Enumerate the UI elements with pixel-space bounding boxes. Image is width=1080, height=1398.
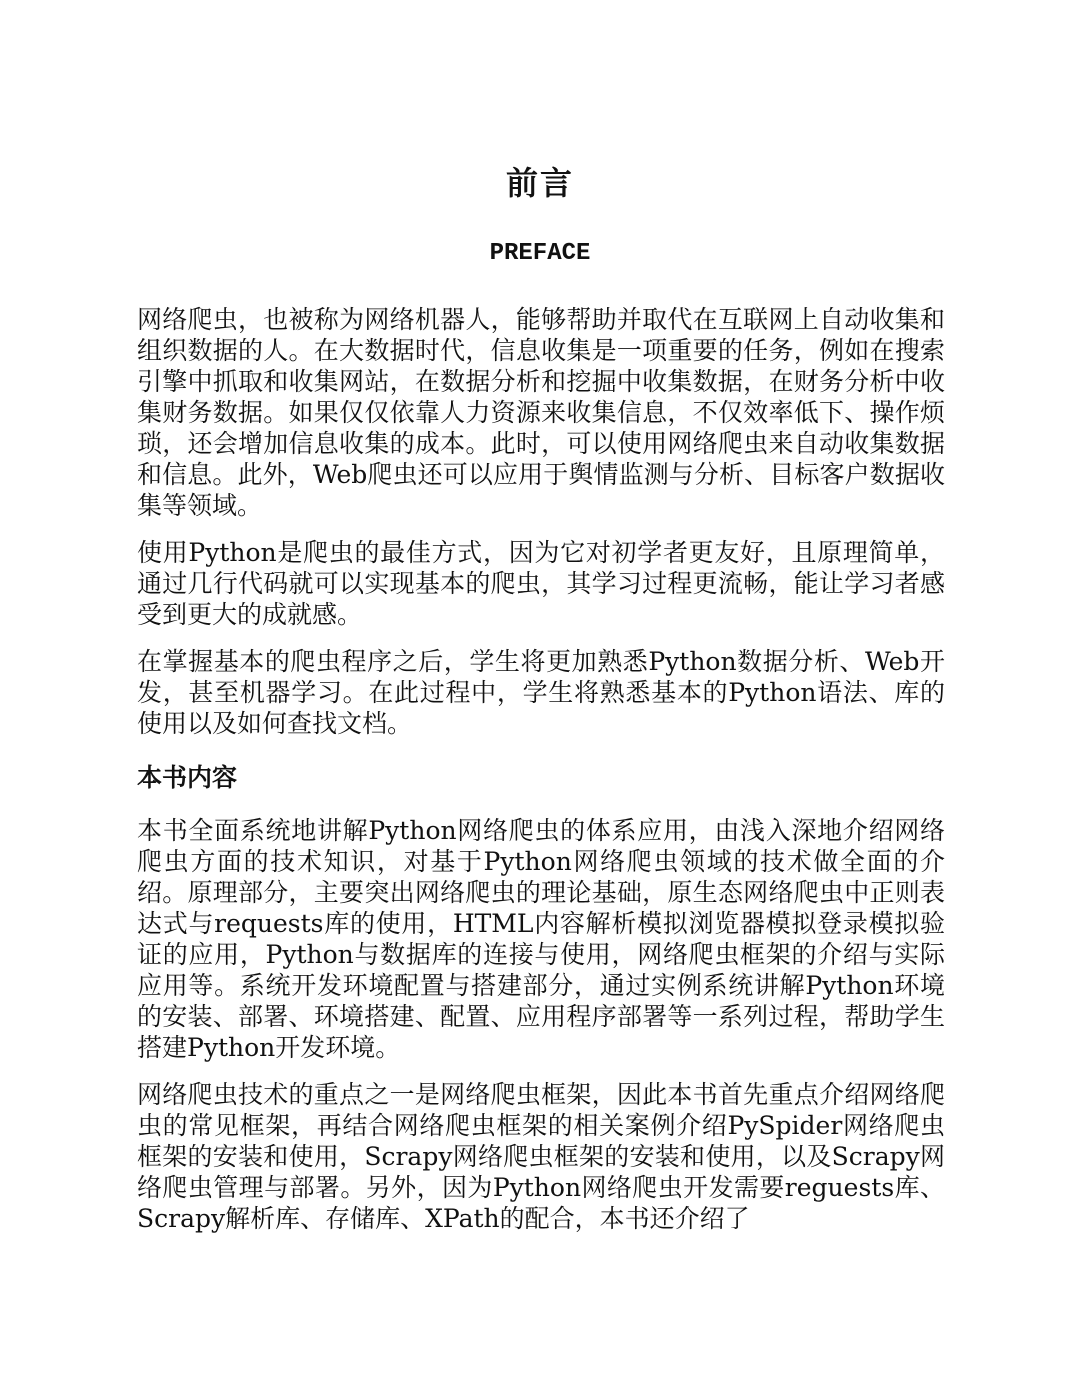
paragraph-section-2: 网络爬虫技术的重点之一是网络爬虫框架，因此本书首先重点介绍网络爬虫的常见框架，再结合网络爬虫框架的相关案例介绍PySpider网络爬虫框架的安装和使用，Scrapy网络爬虫框架的安装和使用，以及Scrapy网络爬虫管理与部署。另外，因为Python网络爬虫开发需要reguests库、Scrapy解析库、存储库、XPath的配合，本书还介绍了: [137, 1080, 945, 1233]
paragraph-intro-3: 在掌握基本的爬虫程序之后，学生将更加熟悉Python数据分析、Web开发，甚至机器学习。在此过程中，学生将熟悉基本的Python语法、库的使用以及如何查找文档。: [137, 647, 945, 738]
page-subtitle: PREFACE: [489, 240, 591, 267]
section-heading: 本书内容: [137, 763, 238, 792]
page-title: 前言: [505, 164, 574, 202]
paragraph-section-1: 本书全面系统地讲解Python网络爬虫的体系应用，由浅入深地介绍网络爬虫方面的技术知识，对基于Python网络爬虫领域的技术做全面的介绍。原理部分，主要突出网络爬虫的理论基础，原生态网络爬虫中正则表达式与requests库的使用，HTML内容解析模拟浏览器模拟登录模拟验证的应用，Python与数据库的连接与使用，网络爬虫框架的介绍与实际应用等。系统开发环境配置与搭建部分，通过实例系统讲解Python环境的安装、部署、环境搭建、配置、应用程序部署等一系列过程，帮助学生搭建Python开发环境。: [137, 816, 945, 1062]
paragraph-intro-2: 使用Python是爬虫的最佳方式，因为它对初学者更友好，且原理简单，通过几行代码就可以实现基本的爬虫，其学习过程更流畅，能让学习者感受到更大的成就感。: [137, 538, 945, 629]
paragraph-intro-1: 网络爬虫，也被称为网络机器人，能够帮助并取代在互联网上自动收集和组织数据的人。在大数据时代，信息收集是一项重要的任务，例如在搜索引擎中抓取和收集网站，在数据分析和挖掘中收集数据，在财务分析中收集财务数据。如果仅仅依靠人力资源来收集信息，不仅效率低下、操作烦琐，还会增加信息收集的成本。此时，可以使用网络爬虫来自动收集数据和信息。此外，Web爬虫还可以应用于舆情监测与分析、目标客户数据收集等领域。: [137, 305, 945, 520]
document-body: [137, 304, 945, 1250]
